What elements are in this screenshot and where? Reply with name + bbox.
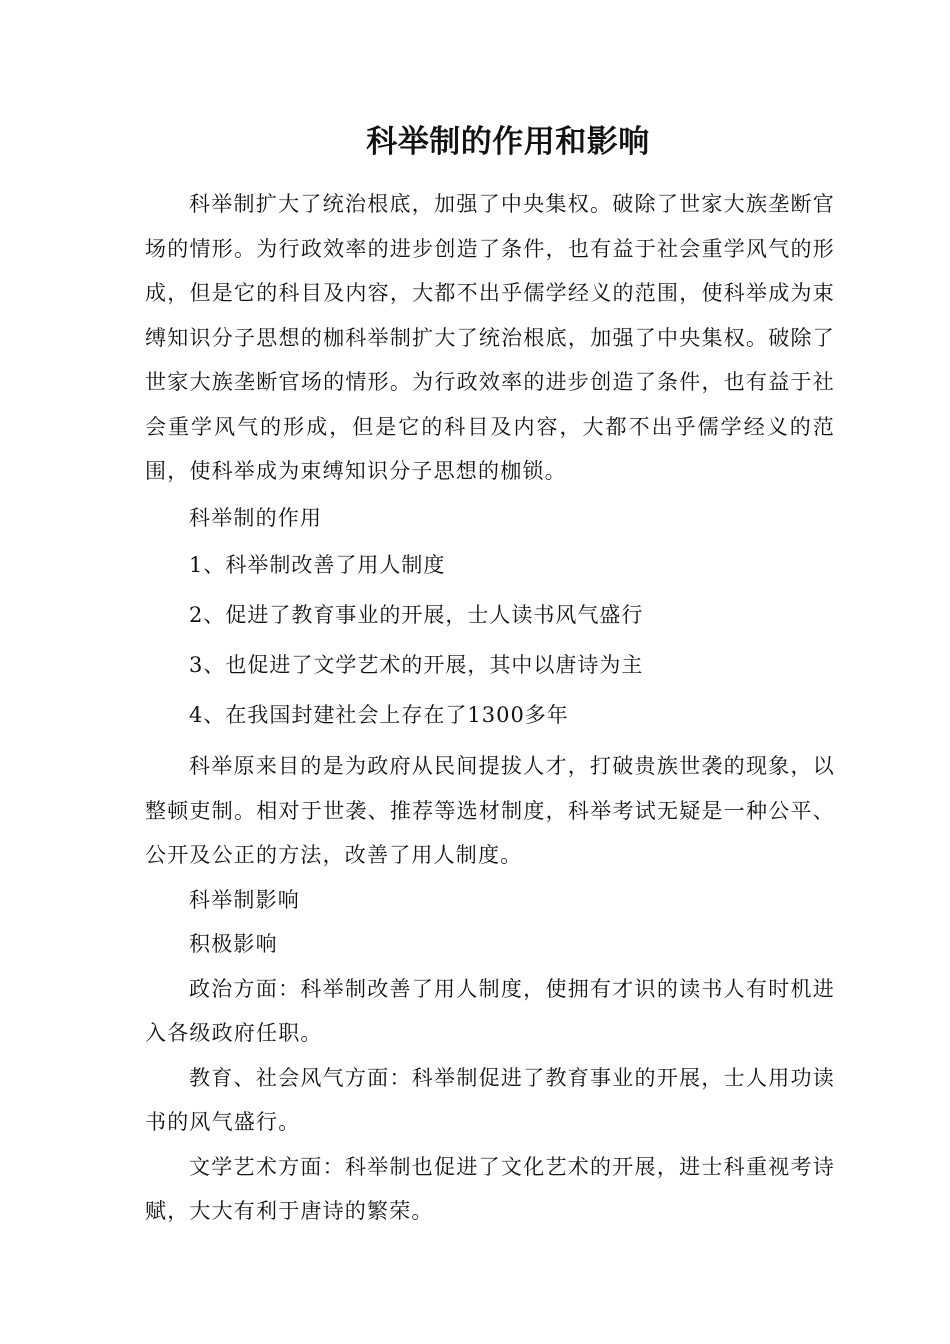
document-body xyxy=(145,182,835,1234)
literature-paragraph: 文学艺术方面：科举制也促进了文化艺术的开展，进士科重视考诗赋，大大有利于唐诗的繁荣。 xyxy=(145,1154,835,1223)
list-item: 2、促进了教育事业的开展，士人读书风气盛行 xyxy=(189,603,644,627)
politics-paragraph: 政治方面：科举制改善了用人制度，使拥有才识的读书人有时机进入各级政府任职。 xyxy=(145,976,835,1045)
impact-heading: 科举制影响 xyxy=(189,887,300,912)
role-list xyxy=(145,540,835,740)
list-item: 3、也促进了文学艺术的开展，其中以唐诗为主 xyxy=(189,653,644,677)
role-heading: 科举制的作用 xyxy=(189,505,323,530)
list-item: 4、在我国封建社会上存在了1300多年 xyxy=(189,703,569,727)
positive-impact-heading: 积极影响 xyxy=(189,932,278,956)
document-title: 科举制的作用和影响 xyxy=(366,124,650,160)
list-item: 1、科举制改善了用人制度 xyxy=(189,553,446,577)
purpose-paragraph: 科举原来目的是为政府从民间提拔人才，打破贵族世袭的现象，以整顿吏制。相对于世袭、推荐等选材制度，科举考试无疑是一种公平、公开及公正的方法，改善了用人制度。 xyxy=(145,754,835,867)
education-paragraph: 教育、社会风气方面：科举制促进了教育事业的开展，士人用功读书的风气盛行。 xyxy=(145,1065,835,1134)
intro-paragraph: 科举制扩大了统治根底，加强了中央集权。破除了世家大族垄断官场的情形。为行政效率的进步创造了条件，也有益于社会重学风气的形成，但是它的科目及内容，大都不出乎儒学经义的范围，使科举成为束缚知识分子思想的枷科举制扩大了统治根底，加强了中央集权。破除了世家大族垄断官场的情形。为行政效率的进步创造了条件，也有益于社会重学风气的形成，但是它的科目及内容，大都不出乎儒学经义的范围，使科举成为束缚知识分子思想的枷锁。 xyxy=(145,192,835,483)
